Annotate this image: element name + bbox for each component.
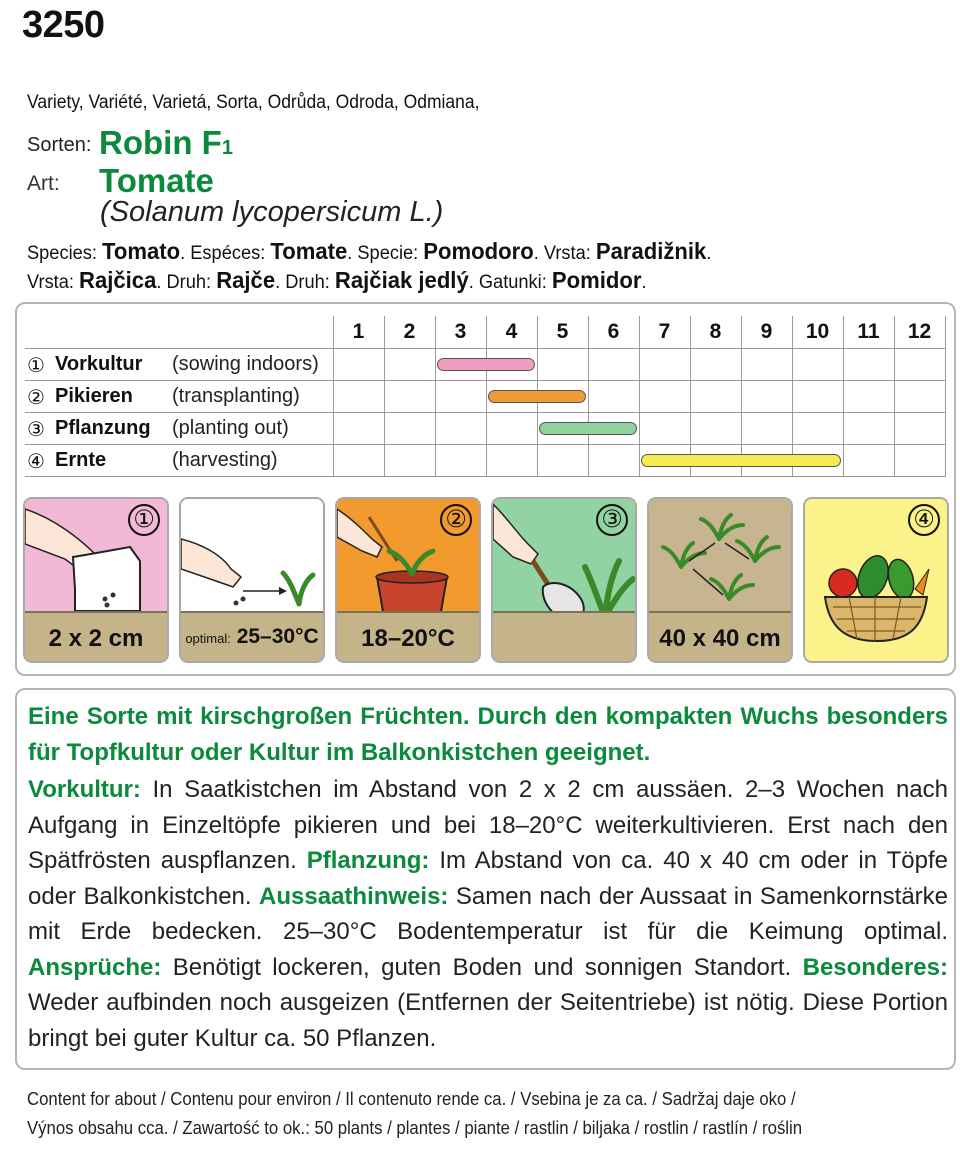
keyword-besonderes: Besonderes:	[802, 953, 948, 981]
row-number: ③	[27, 418, 45, 441]
text-vorkultur: In Saatkistchen im Abstand von 2 x 2 cm aussäen. 2–3 Wochen nach Aufgang in Einzeltöpfe pikieren und bei 18–20°C weiterkultivieren. Erst nach den Spätfrösten auspflanzen.	[28, 776, 948, 874]
content-line-1: Content for about / Contenu pour environ / Il contenuto rende ca. / Vsebina je za ca. / Sadržaj daje oko /	[27, 1089, 796, 1109]
variety-row	[27, 124, 427, 164]
step-number-badge: ①	[128, 504, 160, 536]
species-label: Gatunki:	[478, 272, 547, 293]
species-name: Rajčiak jedlý	[334, 267, 469, 293]
row-number: ④	[27, 450, 45, 473]
species-label: Espéces:	[190, 243, 266, 264]
description-lead: Eine Sorte mit kirschgroßen Früchten. Durch den kompakten Wuchs besonders für Topfkultur oder Kultur im Balkonkistchen geeignet.	[28, 703, 948, 766]
text-besonderes: Weder aufbinden noch ausgeizen (Entfernen der Seitentriebe) ist nötig. Diese Portion bringt bei guter Kultur ca. 50 Pflanzen.	[28, 989, 948, 1052]
art-label: Art:	[27, 172, 60, 195]
species-name: Pomodoro	[423, 238, 534, 264]
calendar-row-label	[25, 380, 333, 412]
month-header: 11	[843, 316, 894, 348]
variety-name	[99, 124, 233, 162]
species-sep: .	[468, 272, 474, 293]
month-header: 4	[486, 316, 537, 348]
calendar-bar	[539, 422, 637, 435]
tile-ground	[493, 611, 635, 663]
month-header: 9	[741, 316, 792, 348]
content-line-2: Výnos obsahu cca. / Zawartość to ok.: 50 plants / plantes / piante / rastlin / biljaka / rostlin / rastlín / roślin	[27, 1118, 803, 1138]
description-box	[15, 688, 956, 1070]
germination-illustration	[181, 499, 323, 611]
calendar-bar	[437, 358, 535, 371]
step-caption: 18–20°C	[361, 625, 455, 652]
month-header: 2	[384, 316, 435, 348]
species-label: Vrsta:	[543, 243, 591, 264]
step-tile-germination	[179, 497, 325, 663]
row-desc: (sowing indoors)	[172, 352, 319, 375]
keyword-pflanzung: Pflanzung:	[306, 847, 430, 874]
species-line-1	[27, 238, 711, 265]
row-name: Vorkultur	[55, 352, 143, 375]
step-caption	[181, 625, 323, 649]
species-sep: .	[533, 243, 539, 264]
species-name: Tomato	[102, 238, 181, 264]
caption-value: 25–30°C	[236, 625, 319, 648]
step-number-badge: ③	[596, 504, 628, 536]
month-header: 10	[792, 316, 843, 348]
species-sep: .	[706, 243, 712, 264]
month-header: 8	[690, 316, 741, 348]
variety-languages: Variety, Variété, Varietá, Sorta, Odrůda, Odroda, Odmiana,	[27, 92, 480, 113]
text-pflanzung: Im Abstand von ca. 40 x 40 cm oder in Töpfe oder Balkonkistchen.	[28, 847, 948, 910]
step-number-badge: ②	[440, 504, 472, 536]
calendar-row-label	[25, 444, 333, 476]
species-sep: .	[347, 243, 353, 264]
step-caption: 40 x 40 cm	[659, 625, 781, 652]
description-body	[28, 772, 948, 1056]
species-label: Specie:	[357, 243, 419, 264]
row-number: ②	[27, 386, 45, 409]
keyword-ansprueche: Ansprüche:	[28, 953, 162, 981]
row-desc: (harvesting)	[172, 448, 278, 471]
row-desc: (planting out)	[172, 416, 289, 439]
species-name: Rajče	[216, 267, 276, 293]
month-header: 7	[639, 316, 690, 348]
species-label: Vrsta:	[27, 272, 74, 293]
month-header: 3	[435, 316, 486, 348]
species-label: Druh:	[166, 272, 212, 293]
species-name: Pomidor	[551, 267, 642, 293]
text-aussaathinweis: Samen nach der Aussaat in Samenkornstärke mit Erde bedecken. 25–30°C Bodentemperatur ist für die Keimung optimal.	[28, 882, 949, 945]
species-sep: .	[180, 243, 186, 264]
month-header: 5	[537, 316, 588, 348]
sowing-calendar-panel	[15, 302, 956, 676]
step-number-badge: ④	[908, 504, 940, 536]
calendar-row-label	[25, 412, 333, 444]
species-label: Species:	[27, 243, 97, 264]
spacing-illustration	[649, 499, 791, 611]
month-header: 12	[894, 316, 945, 348]
step-tile-transplanting	[335, 497, 481, 663]
product-code: 3250	[22, 4, 105, 46]
step-tile-sowing	[23, 497, 169, 663]
keyword-vorkultur: Vorkultur:	[28, 776, 141, 803]
species-label: Druh:	[285, 272, 330, 293]
step-tile-harvest	[803, 497, 949, 663]
calendar-corner	[25, 316, 333, 348]
sowing-calendar	[25, 316, 946, 477]
art-name: Tomate	[99, 162, 214, 199]
step-caption: 2 x 2 cm	[48, 625, 144, 652]
sorten-label: Sorten:	[27, 134, 92, 156]
calendar-bar	[641, 454, 841, 467]
calendar-bar	[488, 390, 586, 403]
row-number: ①	[27, 354, 45, 377]
variety-name-text: Robin F	[99, 124, 222, 161]
species-name: Paradižnik	[595, 238, 707, 264]
species-sep: .	[156, 272, 162, 293]
text-ansprueche: Benötigt lockeren, guten Boden und sonnigen Standort.	[172, 953, 792, 981]
row-name: Pflanzung	[55, 416, 151, 439]
latin-name: (Solanum lycopersicum L.)	[100, 196, 444, 228]
calendar-row	[25, 412, 945, 444]
month-header: 1	[333, 316, 384, 348]
keyword-aussaathinweis: Aussaathinweis:	[259, 882, 449, 910]
species-name: Rajčica	[79, 267, 157, 293]
calendar-header-row	[25, 316, 945, 348]
variety-suffix: 1	[221, 137, 233, 159]
row-name: Ernte	[55, 448, 107, 471]
row-desc: (transplanting)	[172, 384, 300, 407]
caption-prefix: optimal:	[185, 631, 231, 646]
step-tile-planting-out	[491, 497, 637, 663]
month-header: 6	[588, 316, 639, 348]
species-line-2	[27, 267, 646, 294]
step-tile-spacing	[647, 497, 793, 663]
species-sep: .	[641, 272, 647, 293]
species-sep: .	[275, 272, 281, 293]
calendar-row	[25, 380, 945, 412]
calendar-row-label	[25, 348, 333, 380]
species-name: Tomate	[270, 238, 348, 264]
row-name: Pikieren	[55, 384, 133, 407]
